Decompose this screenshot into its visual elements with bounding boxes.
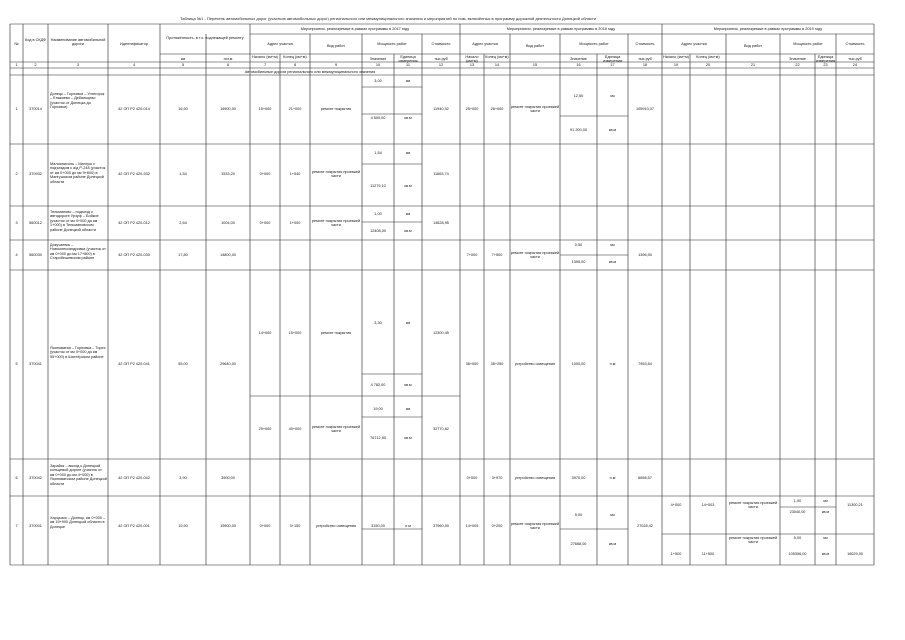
row-cost-2017: 37960,00 <box>433 524 449 528</box>
row-end-2017: 15+000 <box>288 331 302 335</box>
row-worktype-2018: ремонт покрытия проезжей части <box>510 251 560 260</box>
header-num: № <box>14 42 19 46</box>
col-num: 1 <box>15 63 18 67</box>
row-start-2019: 4+000 <box>670 503 682 507</box>
row-identifier: 42 ОП Р2 420-932 <box>118 172 150 176</box>
col-num: 18 <box>642 63 648 67</box>
col-num: 24 <box>852 63 858 67</box>
row-volume-unit: кв.м <box>608 542 617 546</box>
row-cost-2017: 12300,45 <box>433 331 449 335</box>
header-costunit-2018: тыс.руб <box>638 57 652 61</box>
row-cost-2019: 16029,00 <box>847 552 863 556</box>
row-volume-value: 4 500,00 <box>370 116 386 120</box>
col-num: 2 <box>34 63 37 67</box>
row-end-2017: 3+150 <box>289 524 301 528</box>
row-cost-2018: 7953,64 <box>638 362 652 366</box>
row-worktype-2019: ремонт покрытия проезжей части <box>728 536 778 545</box>
row-volume-unit: п.м <box>405 524 411 528</box>
row-km: 3,90 <box>179 476 187 480</box>
row-code: 370014 <box>29 107 42 111</box>
row-end-2017: 21+000 <box>288 107 302 111</box>
row-worktype-2017: ремонт покрытия <box>320 107 352 111</box>
header-costunit-2019: тыс.руб <box>848 57 862 61</box>
row-volume-value: 12,50 <box>573 94 584 98</box>
header-km: км <box>180 57 186 61</box>
row-volume-value: 27668,00 <box>570 542 587 546</box>
row-volume-value: 23040,00 <box>789 510 806 514</box>
row-volume-unit: км <box>405 79 411 83</box>
row-cost-2018: 105910,07 <box>636 107 654 111</box>
header-costunit-2017: тыс.руб <box>434 57 448 61</box>
header-unit-2018: Единица измерения <box>602 55 623 64</box>
row-start-2017: 29+000 <box>258 427 272 431</box>
row-start-2018: 0+000 <box>466 476 478 480</box>
row-volume-value: 12408,00 <box>370 229 386 233</box>
row-cost-2018: 6658,57 <box>638 476 652 480</box>
row-start-2018: 7+000 <box>466 253 478 257</box>
row-end-2018: 26+000 <box>490 107 504 111</box>
row-volume-value: 3,00 <box>374 79 382 83</box>
row-km: 2,64 <box>179 221 187 225</box>
row-worktype-2018: устройство освещения <box>514 476 556 480</box>
col-num: 19 <box>673 63 679 67</box>
row-worktype-2017: ремонт покрытия проезжей части <box>311 170 361 179</box>
row-pm: 19900,00 <box>220 524 236 528</box>
row-cost-2018: 27028,42 <box>637 524 653 528</box>
section-title: Автомобильные дороги регионального или межмуниципального значения <box>244 69 376 74</box>
road-program-table <box>10 24 874 565</box>
row-worktype-2018: устройство освещения <box>514 362 556 366</box>
header-address-2018: Адрес участка <box>472 42 498 46</box>
row-km: 1,54 <box>179 172 187 176</box>
header-worktype-2018: Вид работ <box>525 44 545 48</box>
row-worktype-2018: ремонт покрытия проезжей части <box>510 105 560 114</box>
row-end-2018: 7+500 <box>491 253 503 257</box>
row-volume-value: 76712,50 <box>370 436 386 440</box>
header-pm: пог.м <box>223 57 233 61</box>
row-volume-unit: км <box>823 536 828 540</box>
row-pm: 1533,20 <box>221 172 235 176</box>
row-volume-unit: км <box>405 151 411 155</box>
header-unit-2017: Единица измерения <box>398 55 418 64</box>
row-number: 1 <box>15 107 18 111</box>
row-volume-value: 3,30 <box>374 321 382 325</box>
row-volume-value: 1,00 <box>793 499 802 503</box>
header-cost-2018: Стоимость <box>635 42 655 46</box>
row-end-2019: 11+500 <box>701 552 715 556</box>
col-num: 3 <box>76 63 80 67</box>
row-volume-value: 1395,00 <box>571 260 586 264</box>
header-address-2017: Адрес участка <box>267 42 293 46</box>
table-caption: Таблица №1 - Перечень автомобильных дорог (участков автомобильных дорог) регионального или межмуниципального значения и мероприятий по ним, включённых в программу дорожной деятельности Донецкой области <box>180 16 597 21</box>
row-volume-unit: км <box>405 407 411 411</box>
row-volume-value: 1000,00 <box>571 362 586 366</box>
row-end-2018: 3+970 <box>491 476 503 480</box>
row-volume-value: 1,54 <box>374 151 382 155</box>
row-volume-unit: км <box>610 94 615 98</box>
row-code: 560012 <box>29 221 42 225</box>
col-num: 5 <box>181 63 185 67</box>
row-identifier: 42 ОП Р2 420-001 <box>118 524 150 528</box>
row-start-2017: 0+000 <box>259 172 271 176</box>
row-code: 560030 <box>29 253 42 257</box>
row-road-name: Докучаевск – Новоолександровка (участок от км 0+000 до км 17+800) в Старобешевском районе <box>50 243 106 261</box>
header-end-2019: Конец (км+м) <box>696 55 720 59</box>
header-road-name: Наименование автомобильной дороги <box>50 38 106 47</box>
row-start-2017: 15+000 <box>258 107 272 111</box>
row-start-2019: 1+500 <box>670 552 682 556</box>
row-km: 16,90 <box>178 107 188 111</box>
row-worktype-2017: устройство освещения <box>315 524 357 528</box>
col-num: 10 <box>375 63 381 67</box>
row-identifier: 42 ОП Р2 420-014 <box>118 107 150 111</box>
col-num: 11 <box>406 63 410 67</box>
row-worktype-2017: ремонт покрытия проезжей части <box>311 425 361 434</box>
header-value-2019: Значение <box>789 57 806 61</box>
header-volume-2017: Мощность работ <box>377 42 407 46</box>
col-num: 22 <box>795 63 800 67</box>
row-volume-unit: кв.м <box>821 510 830 514</box>
row-pm: 29640,00 <box>220 362 236 366</box>
col-num: 17 <box>610 63 615 67</box>
row-road-name: Харцызск – Донецк, км 0+000 – км 19+900 Донецкой области в Донецке <box>50 516 106 529</box>
row-number: 4 <box>15 253 18 257</box>
row-start-2017: 0+000 <box>259 221 271 225</box>
header-unit-2019: Единица измерения <box>815 55 836 64</box>
row-volume-value: 11279,10 <box>370 184 386 188</box>
row-start-2018: 25+000 <box>465 107 479 111</box>
row-code: 370932 <box>29 172 42 176</box>
row-worktype-2019: ремонт покрытия проезжей части <box>728 501 778 510</box>
row-volume-value: 91 200,00 <box>570 128 587 132</box>
row-volume-value: 4 782,00 <box>370 383 386 387</box>
row-road-name: Тельманово – подъезд к автодороге Урзуф – Бойкое (участок от км 0+000 до км 1+000) в Тельмановском районе Донецкой области <box>50 210 99 232</box>
row-pm: 3900,00 <box>221 476 235 480</box>
header-cost-2019: Стоимость <box>845 42 865 46</box>
col-num: 8 <box>293 63 297 67</box>
header-start-2017: Начало (км+м) <box>252 55 278 59</box>
row-end-2019: 14+003 <box>701 503 715 507</box>
row-cost-2017: 11940,32 <box>433 107 449 111</box>
row-identifier: 42 ОП Р2 420-030 <box>118 253 150 257</box>
row-volume-unit: кв.м <box>821 552 830 556</box>
header-cost-2017: Стоимость <box>431 42 451 46</box>
row-cost-2019: 11300,21 <box>847 503 863 507</box>
row-pm: 14800,00 <box>220 253 236 257</box>
row-volume-unit: км <box>610 243 615 247</box>
row-start-2018: 14+005 <box>465 524 479 528</box>
header-value-2017: Значение <box>369 57 387 61</box>
row-volume-unit: км <box>823 499 828 503</box>
header-value-2018: Значение <box>570 57 587 61</box>
col-num: 14 <box>494 63 500 67</box>
row-start-2018: 36+000 <box>465 362 479 366</box>
header-end-2017: Конец (км+м) <box>283 55 307 59</box>
header-start-2019: Начало (км+м) <box>663 55 689 59</box>
row-end-2017: 40+000 <box>288 427 302 431</box>
col-num: 13 <box>469 63 475 67</box>
col-num: 21 <box>750 63 756 67</box>
row-end-2018: 0+200 <box>491 524 503 528</box>
col-num: 6 <box>226 63 230 67</box>
header-identifier: Идентификатор <box>120 42 148 46</box>
row-worktype-2017: ремонт покрытия проезжей части <box>311 219 361 228</box>
row-road-name: Ясиноватая – Горловка – Торез (участок от км 0+000 до км 55+000) в Шахтёрском районе <box>50 346 106 359</box>
table-grid <box>10 24 874 565</box>
row-volume-value: 1,00 <box>374 212 382 216</box>
row-end-2017: 1+540 <box>289 172 301 176</box>
row-start-2017: 14+000 <box>258 331 272 335</box>
header-volume-2019: Мощность работ <box>793 42 823 46</box>
col-num: 15 <box>532 63 538 67</box>
row-volume-value: 3970,00 <box>571 476 586 480</box>
row-volume-unit: кв.м <box>404 436 412 440</box>
row-cost-2017: 14628,95 <box>433 221 449 225</box>
row-km: 19,90 <box>178 524 188 528</box>
row-number: 6 <box>15 476 18 480</box>
col-num: 23 <box>823 63 828 67</box>
header-length: Протяжённость, в т.ч. подлежащей ремонту <box>166 36 244 40</box>
row-start-2017: 0+000 <box>259 524 271 528</box>
row-volume-unit: км <box>405 321 411 325</box>
header-volume-2018: Мощность работ <box>579 42 609 46</box>
row-road-name: Донецк – Горловка – Углегорск – Енакиево – Дебальцево (участок от Донецка до Горловки) <box>50 92 105 110</box>
row-road-name: Малоянисоль – Мангуш с подъездом к а/д Р-248 (участок от км 0+000 до км 9+600) в Мангушском районе Донецкой области <box>50 162 106 184</box>
row-number: 3 <box>15 221 18 225</box>
header-code: Код в СКДФ <box>25 38 46 42</box>
row-volume-value: 19,00 <box>373 407 383 411</box>
row-number: 5 <box>15 362 18 366</box>
row-volume-unit: кв.м <box>608 128 617 132</box>
row-volume-value: 105306,00 <box>788 552 807 556</box>
row-worktype-2017: ремонт покрытия <box>320 331 352 335</box>
row-volume-unit: км <box>405 212 411 216</box>
row-volume-unit: кв.м <box>404 116 412 120</box>
row-volume-unit: кв.м <box>404 383 412 387</box>
row-volume-value: 0,50 <box>574 243 583 247</box>
row-pm: 1004,00 <box>221 221 235 225</box>
row-volume-value: 5,00 <box>574 513 583 517</box>
row-volume-unit: кв.м <box>404 184 412 188</box>
row-cost-2018: 1396,90 <box>638 253 652 257</box>
row-km: 17,80 <box>178 253 188 257</box>
row-volume-value: 5,00 <box>793 536 802 540</box>
row-number: 2 <box>15 172 18 176</box>
row-volume-unit: км <box>610 513 615 517</box>
row-volume-value: 3150,00 <box>371 524 385 528</box>
row-road-name: Зарайск – выход к Донецкой кольцевой дороге (участок от км 0+000 до км 4+000) в Ясиноватском районе Донецкой области <box>50 464 107 486</box>
row-code: 370041 <box>29 362 42 366</box>
header-start-2018: Начало (км+м) <box>465 55 479 64</box>
row-volume-unit: п.м <box>609 476 616 480</box>
row-end-2017: 1+000 <box>289 221 301 225</box>
row-identifier: 42 ОП Р2 420-041 <box>118 362 150 366</box>
header-group-2017: Мероприятия, реализуемые в рамках программы в 2017 году <box>300 27 410 31</box>
header-worktype-2017: Вид работ <box>326 44 346 48</box>
row-end-2018: 35+250 <box>490 362 504 366</box>
row-cost-2017: 32770,62 <box>433 427 449 431</box>
col-num: 7 <box>263 63 267 67</box>
row-code: 370042 <box>29 476 42 480</box>
row-cost-2017: 11663,74 <box>433 172 449 176</box>
header-group-2019: Мероприятия, реализуемые в рамках программы в 2019 году <box>713 27 823 31</box>
row-volume-unit: кв.м <box>608 260 617 264</box>
header-group-2018: Мероприятия, реализуемые в рамках программы в 2018 году <box>506 27 616 31</box>
col-num: 9 <box>334 63 338 67</box>
row-volume-unit: кв.м <box>404 229 412 233</box>
row-code: 370001 <box>29 524 42 528</box>
header-end-2018: Конец (км+м) <box>485 55 509 59</box>
header-address-2019: Адрес участка <box>681 42 707 46</box>
col-num: 20 <box>705 63 711 67</box>
col-num: 16 <box>576 63 581 67</box>
header-worktype-2019: Вид работ <box>743 44 763 48</box>
row-identifier: 42 ОП Р2 420-042 <box>118 476 150 480</box>
col-num: 12 <box>438 63 444 67</box>
row-number: 7 <box>15 524 18 528</box>
row-identifier: 42 ОП Р2 420-012 <box>118 221 150 225</box>
row-volume-unit: п.м <box>609 362 616 366</box>
row-worktype-2018: ремонт покрытия проезжей части <box>510 522 560 531</box>
row-km: 55,00 <box>178 362 188 366</box>
col-num: 4 <box>132 63 136 67</box>
row-pm: 16900,00 <box>220 107 236 111</box>
